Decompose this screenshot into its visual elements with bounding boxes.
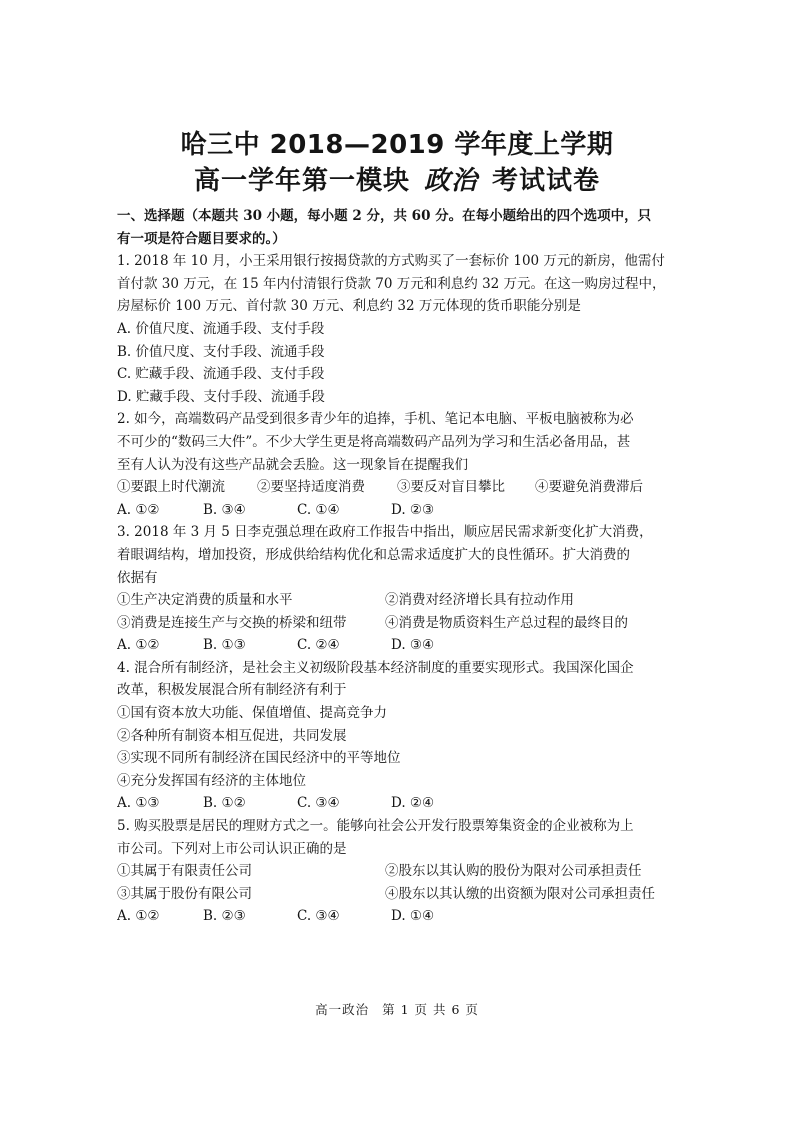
statement: ④消费是物质资料生产总过程的最终目的 — [385, 614, 628, 631]
statement: ①国有资本放大功能、保值增值、提高竞争力 — [117, 705, 387, 722]
statement: ①要跟上时代潮流 — [117, 479, 225, 496]
answer-choice: C. ②④ — [297, 637, 340, 654]
question-stem: 4. 混合所有制经济，是社会主义初级阶段基本经济制度的重要实现形式。我国深化国企 — [117, 659, 634, 676]
answer-choice: B. ①② — [203, 795, 246, 812]
statement: ④要避免消费滞后 — [535, 479, 643, 496]
answer-choice: D. ③④ — [391, 637, 435, 654]
statement: ①其属于有限责任公司 — [117, 863, 252, 880]
question-stem: 至有人认为没有这些产品就会丢脸。这一现象旨在提醒我们 — [117, 456, 468, 473]
answer-row — [117, 792, 677, 815]
page-footer — [0, 1000, 794, 1018]
statement: ④充分发挥国有经济的主体地位 — [117, 772, 306, 789]
exam-title: 哈三中 2018—2019 学年度上学期 — [180, 130, 614, 160]
question-stem: 3. 2018 年 3 月 5 日李克强总理在政府工作报告中指出，顺应居民需求新变化扩大消费， — [117, 524, 653, 541]
answer-choice: A. ①② — [117, 501, 160, 518]
subtitle-subject: 政治 — [423, 166, 478, 196]
answer-row — [117, 634, 677, 657]
answer-choice: C. ③④ — [297, 908, 340, 925]
statement-row — [117, 883, 677, 906]
question-stem: 依据有 — [117, 569, 158, 586]
answer-choice: B. ①③ — [203, 637, 246, 654]
question-stem: 改革，积极发展混合所有制经济有利于 — [117, 682, 347, 699]
answer-choice: C. ①④ — [297, 501, 340, 518]
statement-row — [117, 860, 677, 883]
subtitle-left: 高一学年第一模块 — [193, 166, 410, 196]
statement: ③消费是连接生产与交换的桥梁和纽带 — [117, 614, 347, 631]
statement: ③要反对盲目攀比 — [397, 479, 505, 496]
footer-page-number: 第 1 页 共 6 页 — [382, 1002, 479, 1017]
answer-choice: D. ①④ — [391, 908, 435, 925]
question-stem: 2. 如今，高端数码产品受到很多青少年的追捧，手机、笔记本电脑、平板电脑被称为必 — [117, 411, 634, 428]
question-stem: 首付款 30 万元，在 15 年内付清银行贷款 70 万元和利息约 32 万元。在这一购房过程中， — [117, 275, 666, 292]
exam-content — [117, 205, 677, 928]
statement-row — [117, 589, 677, 612]
question-stem: 着眼调结构，增加投资，形成供给结构优化和总需求适度扩大的良性循环。扩大消费的 — [117, 546, 630, 563]
answer-choice: B. ③④ — [203, 501, 246, 518]
answer-row — [117, 499, 677, 522]
answer-choice: A. ①② — [117, 637, 160, 654]
answer-option: B. 价值尺度、支付手段、流通手段 — [117, 343, 325, 360]
statement-row — [117, 476, 677, 499]
answer-choice: C. ③④ — [297, 795, 340, 812]
exam-subtitle — [0, 160, 794, 197]
section-instruction: 一、选择题（本题共 30 小题，每小题 2 分，共 60 分。在每小题给出的四个选项中，只 — [117, 208, 652, 224]
answer-option: A. 价值尺度、流通手段、支付手段 — [117, 320, 325, 337]
footer-subject: 高一政治 — [315, 1002, 370, 1017]
answer-choice: D. ②④ — [391, 795, 435, 812]
statement: ④股东以其认缴的出资额为限对公司承担责任 — [385, 885, 655, 902]
question-stem: 房屋标价 100 万元、首付款 30 万元、利息约 32 万元体现的货币职能分别是 — [117, 298, 581, 315]
statement: ②要坚持适度消费 — [257, 479, 365, 496]
statement: ③其属于股份有限公司 — [117, 885, 252, 902]
answer-choice: A. ①③ — [117, 795, 160, 812]
question-stem: 不可少的“数码三大件”。不少大学生更是将高端数码产品列为学习和生活必备用品，甚 — [117, 433, 631, 450]
answer-choice: B. ②③ — [203, 908, 246, 925]
section-instruction: 有一项是符合题目要求的。） — [117, 230, 286, 247]
question-stem: 1. 2018 年 10 月，小王采用银行按揭贷款的方式购买了一套标价 100 万元的新房，他需付 — [117, 253, 665, 270]
question-stem: 5. 购买股票是居民的理财方式之一。能够向社会公开发行股票筹集资金的企业被称为上 — [117, 818, 634, 835]
statement: ②股东以其认购的股份为限对公司承担责任 — [385, 863, 642, 880]
statement: ②各种所有制资本相互促进，共同发展 — [117, 727, 347, 744]
answer-option: D. 贮藏手段、支付手段、流通手段 — [117, 388, 325, 405]
answer-option: C. 贮藏手段、流通手段、支付手段 — [117, 366, 325, 383]
answer-row — [117, 905, 677, 928]
answer-choice: A. ①② — [117, 908, 160, 925]
subtitle-right: 考试试卷 — [492, 166, 601, 196]
statement: ②消费对经济增长具有拉动作用 — [385, 592, 574, 609]
statement: ①生产决定消费的质量和水平 — [117, 592, 293, 609]
statement: ③实现不同所有制经济在国民经济中的平等地位 — [117, 750, 401, 767]
question-stem: 市公司。下列对上市公司认识正确的是 — [117, 840, 347, 857]
statement-row — [117, 612, 677, 635]
answer-choice: D. ②③ — [391, 501, 435, 518]
